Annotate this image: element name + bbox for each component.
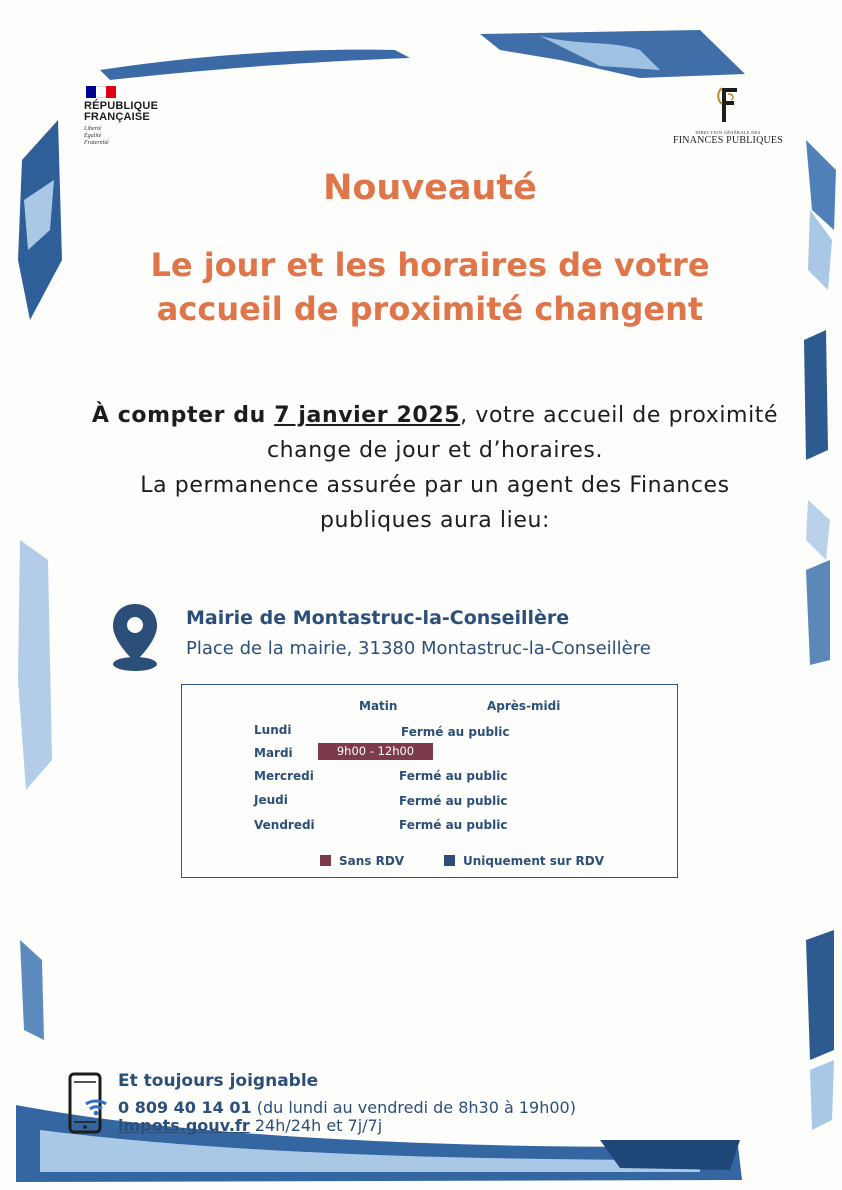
column-header-morning: Matin [359,699,398,713]
day-friday: Vendredi [254,818,315,832]
legend-appointment-label: Uniquement sur RDV [463,854,605,868]
republique-francaise-logo [84,86,174,147]
day-monday: Lundi [254,723,292,737]
legend-appointment [444,854,604,868]
dgfip-emblem-icon [713,84,743,124]
republic-name-line1: RÉPUBLIQUE [84,100,159,112]
footer-website-hours: 24h/24h et 7j/7j [249,1116,383,1135]
schedule-table [181,684,678,878]
flag-white [96,86,106,98]
flag-red [106,86,116,98]
finances-publiques-logo [672,84,784,146]
legend-walkin-swatch [320,855,331,866]
headline-subtitle-line2: accueil de proximité changent [156,290,704,328]
status-friday: Fermé au public [399,818,508,832]
intro-prefix: À compter du [91,403,275,428]
footer-phone-number: 0 809 40 14 01 [118,1098,252,1117]
motto [84,126,174,147]
motto-liberte: Liberté [84,126,102,132]
republic-name-line2: FRANÇAISE [84,111,150,123]
legend-walkin [320,854,404,868]
day-tuesday: Mardi [254,746,293,760]
intro-suffix: , votre accueil de proximité [460,403,779,428]
location-name: Mairie de Montastruc-la-Conseillère [186,607,570,629]
footer-website-link[interactable]: impots.gouv.fr [118,1116,250,1135]
legend-walkin-label: Sans RDV [339,854,405,868]
intro-line1 [60,398,810,433]
headline-subtitle-line1: Le jour et les horaires de votre [150,246,710,284]
status-monday: Fermé au public [401,725,510,739]
location-pin-icon [108,602,162,674]
column-header-afternoon: Après-midi [487,699,561,713]
intro-date: 7 janvier 2025 [274,403,461,428]
intro-paragraph [60,398,810,538]
headline-new: Nouveauté [323,168,537,208]
footer-website-line [118,1116,382,1135]
footer-phone-line [118,1098,576,1117]
status-wednesday: Fermé au public [399,769,508,783]
intro-line3: La permanence assurée par un agent des Finances [140,473,730,498]
smartphone-wifi-icon [64,1072,110,1136]
motto-egalite: Égalité [84,133,102,139]
footer-phone-hours: (du lundi au vendredi de 8h30 à 19h00) [251,1098,576,1117]
location-address: Place de la mairie, 31380 Montastruc-la-Conseillère [186,638,651,659]
headline-subtitle [60,243,800,331]
legend-appointment-swatch [444,855,455,866]
motto-fraternite: Fraternité [84,140,109,146]
status-thursday: Fermé au public [399,794,508,808]
intro-line4: publiques aura lieu: [319,508,551,533]
day-thursday: Jeudi [254,793,288,807]
day-wednesday: Mercredi [254,769,314,783]
dgfip-subtitle: DIRECTION GÉNÉRALE DES [695,130,761,135]
french-flag-icon [86,86,116,98]
flag-blue [86,86,96,98]
slot-tuesday-morning: 9h00 - 12h00 [318,743,433,760]
intro-line2: change de jour et d’horaires. [266,438,604,463]
dgfip-name: FINANCES PUBLIQUES [672,135,783,146]
footer-title: Et toujours joignable [118,1071,319,1091]
